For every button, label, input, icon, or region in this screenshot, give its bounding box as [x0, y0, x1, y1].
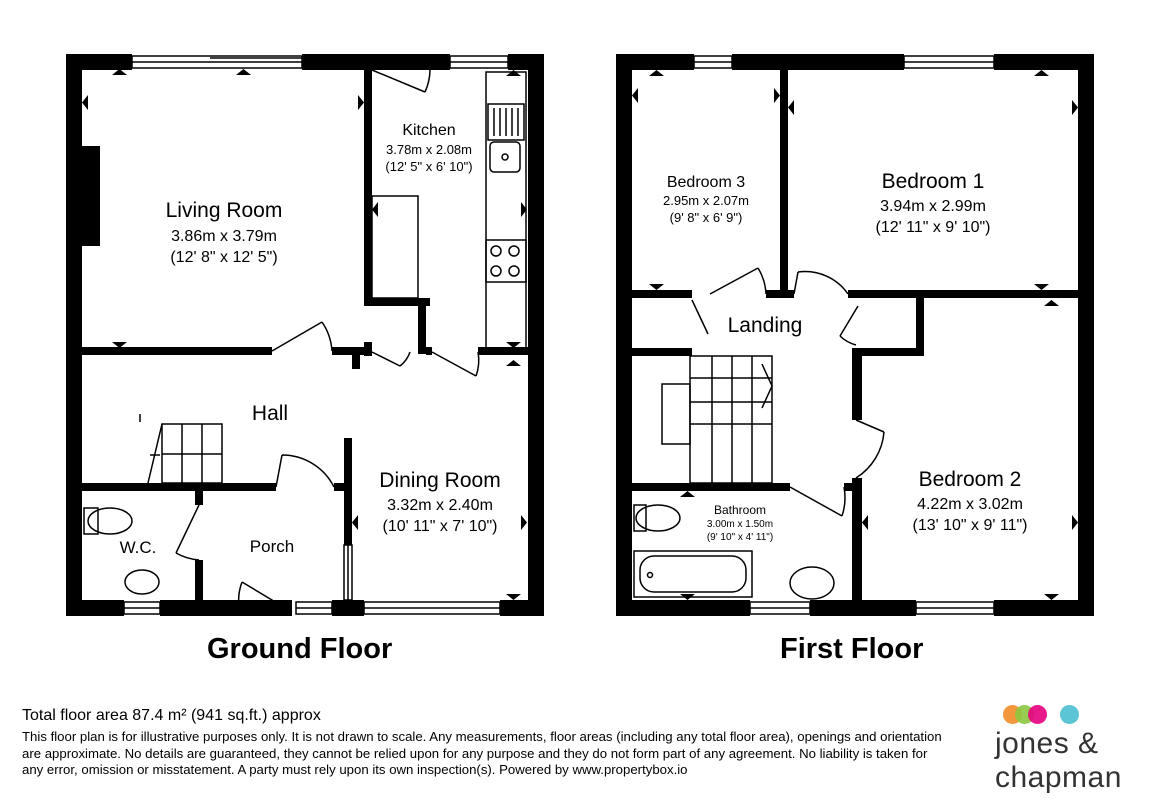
- disclaimer-text: This floor plan is for illustrative purposes only. It is not drawn to scale. Any measurements, floor areas (including any total floor area), openings and orientation are approximate. No details are guaranteed, they cannot be relied upon for any purpose and they do not form part of any agreement. No liability is taken for any error, omission or misstatement. A party must rely upon its own inspection(s). Powered by www.propertybox.io: [22, 729, 942, 777]
- bedroom-1-name: Bedroom 1: [881, 170, 985, 193]
- logo-dot-pink: [1028, 705, 1047, 724]
- dining-room-imperial: (10' 11" x 7' 10"): [382, 518, 498, 535]
- bedroom-3-name: Bedroom 3: [666, 174, 746, 191]
- logo-text-line2: chapman: [995, 761, 1122, 794]
- bedroom-1-metric: 3.94m x 2.99m: [880, 198, 986, 215]
- bathroom-metric: 3.00m x 1.50m: [706, 519, 774, 530]
- bedroom-2-name: Bedroom 2: [918, 468, 1022, 491]
- bedroom-1-imperial: (12' 11" x 9' 10"): [875, 219, 991, 236]
- porch-name: Porch: [249, 537, 295, 556]
- jones-chapman-logo: [995, 705, 1135, 800]
- dining-room-name: Dining Room: [379, 469, 501, 492]
- first-floor-plan: [616, 54, 1094, 616]
- ground-floor-plan: [66, 54, 544, 616]
- bedroom-2-metric: 4.22m x 3.02m: [917, 496, 1023, 513]
- wc-name: W.C.: [119, 538, 157, 557]
- first-floor-fixtures: [634, 356, 834, 599]
- bedroom-2-imperial: (13' 10" x 9' 11"): [912, 517, 1028, 534]
- kitchen-imperial: (12' 5" x 6' 10"): [385, 159, 473, 174]
- logo-dot-teal: [1060, 705, 1079, 724]
- living-room-imperial: (12' 8" x 12' 5"): [170, 249, 278, 266]
- bathroom-imperial: (9' 10" x 4' 11"): [706, 532, 774, 543]
- dining-room-metric: 3.32m x 2.40m: [387, 497, 493, 514]
- landing-name: Landing: [727, 314, 803, 337]
- total-floor-area: Total floor area 87.4 m² (941 sq.ft.) approx: [22, 707, 321, 724]
- ground-floor-title: Ground Floor: [207, 633, 393, 665]
- bedroom-3-imperial: (9' 8" x 6' 9"): [669, 210, 743, 225]
- first-floor-title: First Floor: [780, 633, 924, 665]
- kitchen-metric: 3.78m x 2.08m: [386, 142, 472, 157]
- hall-name: Hall: [251, 402, 289, 425]
- logo-text-line1: jones &: [995, 727, 1099, 760]
- bathroom-name: Bathroom: [713, 503, 767, 517]
- kitchen-name: Kitchen: [402, 122, 456, 139]
- bedroom-3-metric: 2.95m x 2.07m: [663, 193, 749, 208]
- living-room-metric: 3.86m x 3.79m: [171, 228, 277, 245]
- living-room-name: Living Room: [165, 199, 283, 222]
